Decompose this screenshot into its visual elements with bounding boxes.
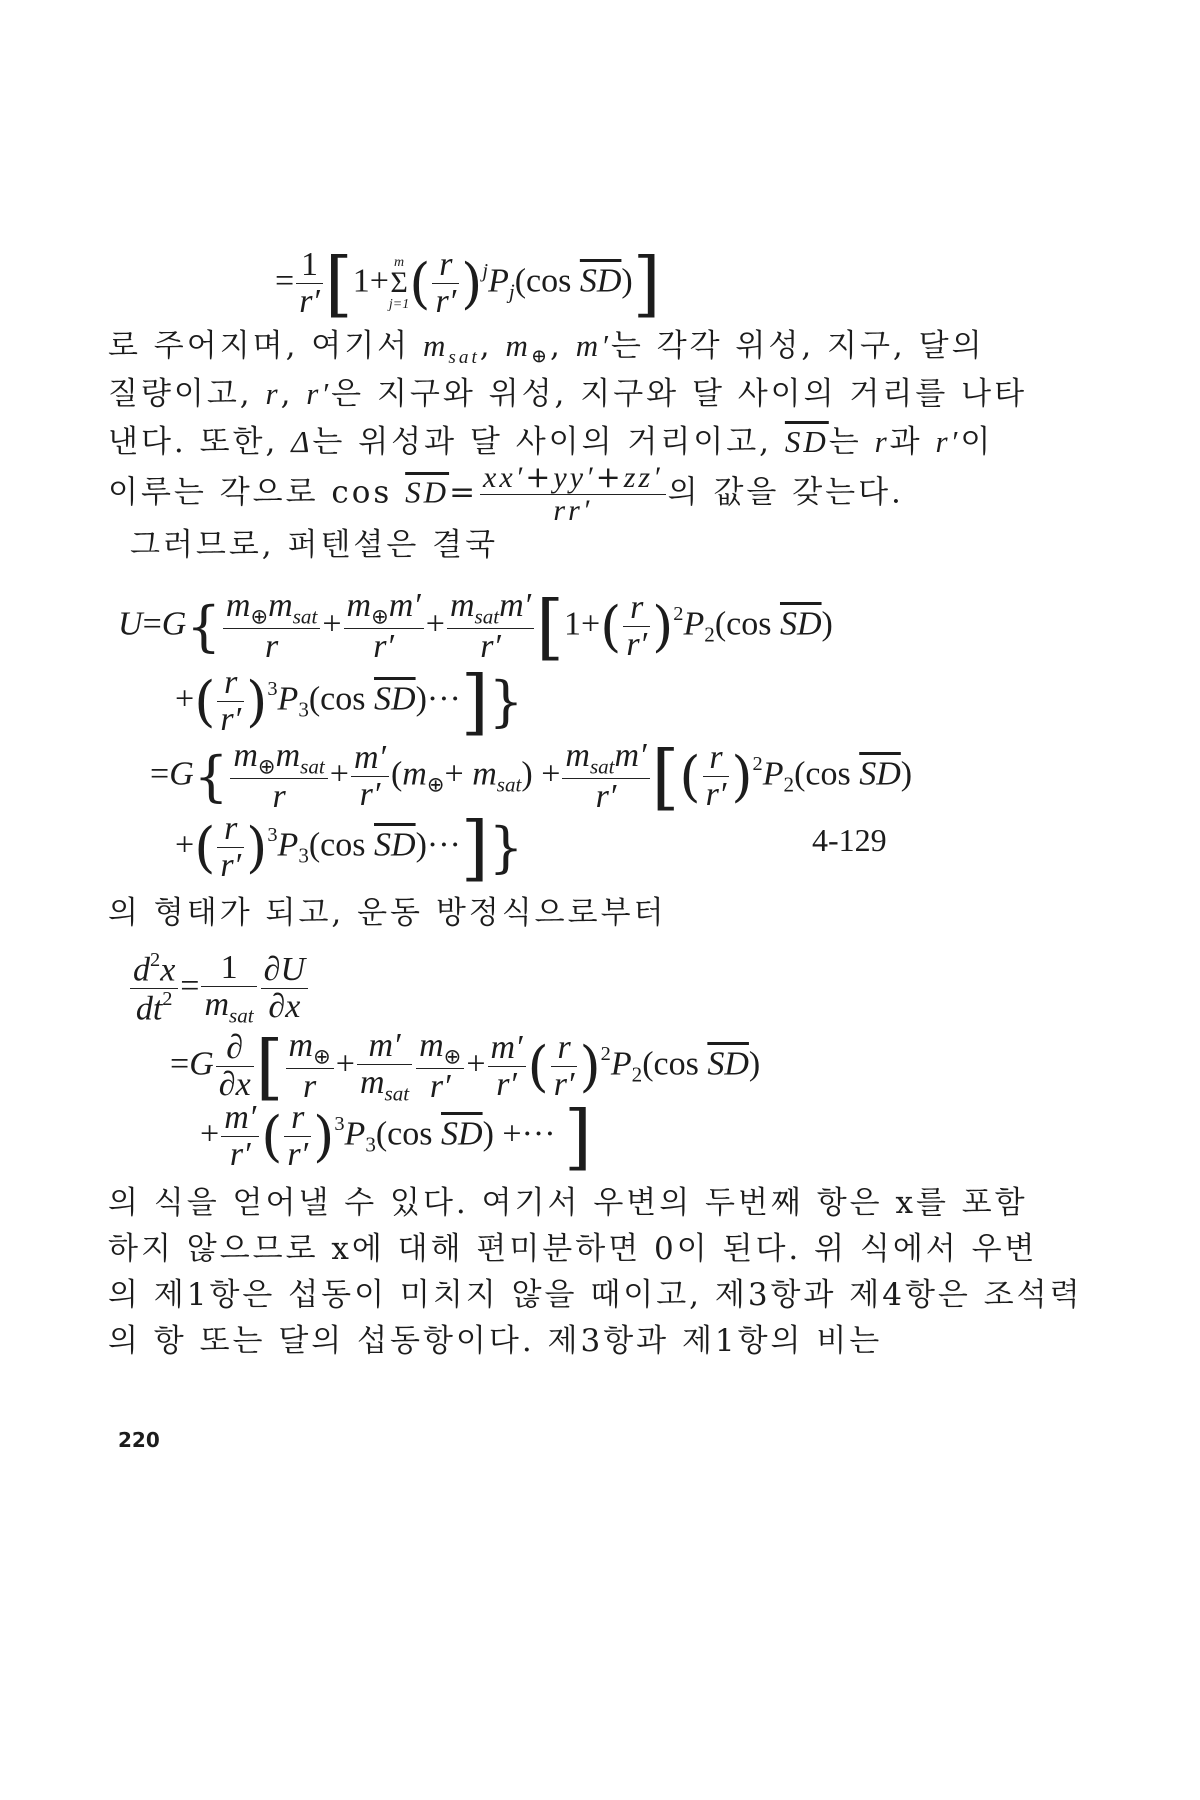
- paragraph-line-6: 의 형태가 되고, 운동 방정식으로부터: [108, 895, 667, 931]
- paragraph-line-5: 그러므로, 퍼텐셜은 결국: [130, 527, 499, 563]
- paragraph-line-7: 의 식을 얻어낼 수 있다. 여기서 우변의 두번째 항은 x를 포함: [108, 1185, 1028, 1221]
- page-number: 220: [118, 1428, 160, 1452]
- equation-legendre-expansion: = $\frac{1}{r'}$ [1+ m Σ j=1 ( $\frac{r}{r'}$ )$^jP_j(\cos$ $\overline{SD}$)]: [275, 242, 661, 325]
- potential-equation-line-4: +( $\frac{r}{r'}$ )$^3P_3(\cos$ $\overline{SD})\cdot\cdot\cdot$]}: [175, 806, 524, 889]
- potential-equation-line-1: U=G{ $\frac{m_\oplus m_{sat}}{r}$ + $\frac{m_\oplus m'}{r'}$ + $\frac{m_{sat}m'}{r'}$ [1+( $\frac{r}{r'}$ )$^2P_2(\cos$ $\overline{SD}$): [118, 585, 833, 668]
- motion-equation-line-2: =G $\frac{\partial}{\partial x}$ [ $\frac{m_\oplus}{r}$ + $\frac{m'}{m_{sat}}$ $\frac{m_\oplus}{r'}$ + $\frac{m'}{r'}$ ( $\frac{r}{r'}$ )$^2P_2(\cos$ $\overline{SD}$): [170, 1025, 761, 1108]
- potential-equation-line-2: +( $\frac{r}{r'}$ )$^3P_3(\cos$ $\overline{SD})\cdot\cdot\cdot$]}: [175, 660, 524, 743]
- paragraph-line-4: 이루는 각으로 $\cos \overline{SD}=$ $\frac{xx'+yy'+zz'}{rr'}$ 의 값을 갖는다.: [108, 460, 904, 527]
- paragraph-line-3: 낸다. 또한, Δ는 위성과 달 사이의 거리이고, $\overline{SD}$는 r과 r′이: [108, 424, 994, 460]
- potential-equation-line-3: =G{ $\frac{m_\oplus m_{sat}}{r}$ + $\frac{m'}{r'}$ $(m_\oplus+ m_{sat})$ + $\frac{m_{sat}m'}{r'}$ [( $\frac{r}{r'}$ )$^2P_2(\cos$ $\overline{SD}$): [150, 735, 913, 818]
- paragraph-line-2: 질량이고, r, r′은 지구와 위성, 지구와 달 사이의 거리를 나타: [108, 376, 1028, 412]
- motion-equation-line-3: + $\frac{m'}{r'}$ ( $\frac{r}{r'}$ )$^3P_3(\cos$ $\overline{SD}$) +··· ]: [200, 1095, 592, 1178]
- equation-number: 4-129: [812, 822, 887, 858]
- paragraph-line-10: 의 항 또는 달의 섭동항이다. 제3항과 제1항의 비는: [108, 1323, 883, 1359]
- paragraph-line-1: 로 주어지며, 여기서 $m_{sat}$, $m_\oplus$, m′는 각각 위성, 지구, 달의: [108, 328, 985, 368]
- paragraph-line-9: 의 제1항은 섭동이 미치지 않을 때이고, 제3항과 제4항은 조석력: [108, 1277, 1083, 1313]
- motion-equation-line-1: $\frac{d^2x}{dt^2}$ = $\frac{1}{m_{sat}}$ $\frac{\partial U}{\partial x}$: [128, 950, 310, 1027]
- paragraph-line-8: 하지 않으므로 x에 대해 편미분하면 0이 된다. 위 식에서 우변: [108, 1231, 1038, 1267]
